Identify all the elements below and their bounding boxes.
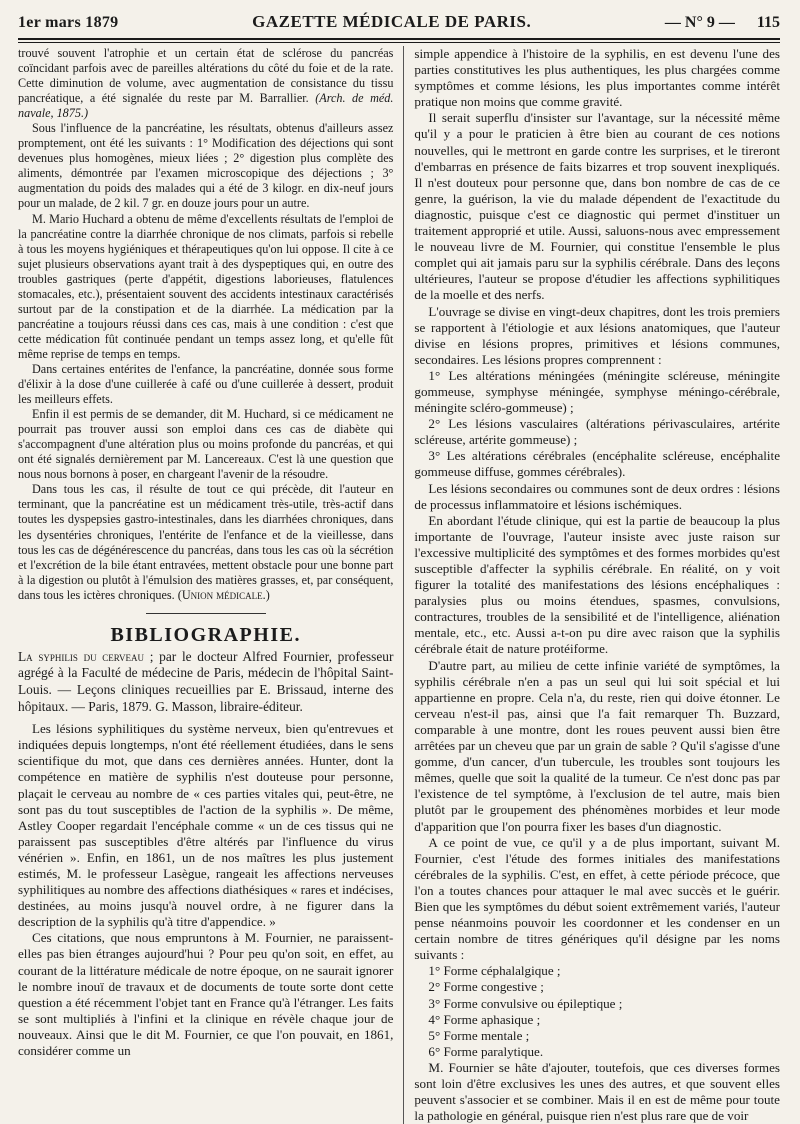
paragraph: A ce point de vue, ce qu'il y a de plus important, suivant M. Fournier, c'est l'étude des formes initiales des manifestations cérébrales de la syphilis. C'est, en effet, à cette période précoce, que l'on a toutes chances pour attaquer le mal avec succès et le guérir. Bien que les symptômes du début soient extrêmement variés, l'auteur pense néanmoins pouvoir les coordonner et les condenser en un certain nombre de titres génériques qu'il désigne par les noms suivants : [414, 834, 780, 963]
text-columns [18, 46, 780, 1124]
list-item: 3° Forme convulsive ou épileptique ; [428, 995, 623, 1011]
list-item: 4° Forme aphasique ; [428, 1011, 541, 1027]
left-column [18, 46, 404, 1124]
paragraph [18, 46, 393, 121]
source-citation: (Union médicale.) [177, 587, 270, 602]
paragraph: Dans certaines entérites de l'enfance, la pancréatine, donnée sous forme d'élixir à la dose d'une cuillerée à café ou d'une cuillerée à dessert, produit les meilleurs effets. [18, 361, 394, 407]
paragraph: M. Mario Huchard a obtenu de même d'excellents résultats de l'emploi de la pancréatine contre la diarrhée chronique de nos climats, parfois si rebelle à tous les moyens hygiéniques et thérapeutiques qu'on lui oppose. Il cite à ce sujet plusieurs observations ayant trait à des dyspeptiques qui, en outre des troubles gastriques (perte d'appétit, digestions laborieuses, flatulences stomacales, etc.), présentaient souvent des accidents intestinaux caractérisés surtout par de la constipation et de la diarrhée. La médication par la pancréatine a toujours réussi dans ces cas, mais à une condition : c'est que cette médication fût continuée pendant un temps assez long, et qu'elle fût même reprise de temps en temps. [18, 211, 394, 361]
list-item: 6° Forme paralytique. [428, 1043, 544, 1059]
paragraph-text: trouvé souvent l'atrophie et un certain état de sclérose du pancréas coïncidant parfois avec de pareilles altérations du côté du foie et de la rate. Cette diminution de volume, avec augmentation de consistance du tissu pancréatique, a été signalée du reste par M. Barrallier. [18, 46, 394, 106]
paragraph: Les lésions secondaires ou communes sont de deux ordres : lésions de processus inflammatoire et lésions ischémiques. [414, 480, 780, 512]
paragraph: M. Fournier se hâte d'ajouter, toutefois, que ces diverses formes sont loin d'être exclusives les unes des autres, et que souvent elles peuvent s'associer et se combiner. Mais il en est de même pour toute la pathologie en général, puisque rien n'est plus rare que de voir [414, 1059, 780, 1124]
paragraph: En abordant l'étude clinique, qui est la partie de beaucoup la plus importante de l'ouvrage, l'auteur insiste avec juste raison sur l'excessive multiplicité des symptômes et des formes morbides qu'est susceptible d'affecter la syphilis cérébrale. En réalité, on y voit figurer la totalité des manifestations des lésions encéphaliques : paralysies plus ou moins étendues, spasmes, convulsions, contractures, troubles de la sensibilité et de l'intelligence, aliénation mentale, etc., etc. Aussi a-t-on pu dire avec raison que la syphilis cérébrale était de nature protéiforme. [414, 512, 780, 657]
bibliography-entry [18, 649, 393, 715]
section-heading: BIBLIOGRAPHIE. [110, 623, 301, 646]
issue-date: 1er mars 1879 [18, 14, 119, 31]
list-item: 1° Forme céphalalgique ; [428, 963, 561, 979]
paragraph-text: Dans tous les cas, il résulte de tout ce qui précède, dit l'auteur en terminant, que la pancréatine est un médicament très-utile, très-actif dans toutes les dyspepsies gastro-intestinales, dans les diarrhées chroniques, dans les dysentéries chroniques, l'entérite de l'enfance et de la vieillesse, dans tous les cas de dégénérescence du pancréas, dans tous les cas où la sécrétion et l'excrétion de la bile étant entravées, mettent obstacle pour une bonne part à la digestion ou plutôt à l'émulsion des matières grasses, et, par conséquent, dans tous les ictères chroniques. [18, 482, 394, 602]
list-item: 2° Forme congestive ; [428, 979, 544, 995]
book-title: La syphilis du cerveau ; [18, 648, 154, 664]
page-number: 115 [756, 14, 780, 31]
paragraph: Ces citations, que nous empruntons à M. Fournier, ne paraissent-elles pas bien étranges aujourd'hui ? Pour peu qu'on soit, en effet, au courant de la littérature médicale de notre époque, on ne saurait ignorer le nombre inouï de travaux et de documents de toute sorte dont cette question a été récemment l'objet tant en France qu'à l'étranger. Les faits se sont multipliés à l'infini et la clinique en révèle chaque jour de nouveaux. Ainsi que le dit M. Fournier, ce que l'on pouvait, en 1861, considérer comme un [18, 930, 394, 1059]
citation: (Arch. de méd. navale, 1875.) [18, 91, 394, 121]
list-item: 1° Les altérations méningées (méningite scléreuse, méningite gommeuse, symphyse méningée, symphyse méningo-cérébrale, méningite scléro-gommeuse) ; [414, 367, 780, 416]
section-divider [146, 613, 266, 614]
paragraph: Les lésions syphilitiques du système nerveux, bien qu'entrevues et indiquées depuis longtemps, n'ont été réellement étudiées, dans le sens scientifique du mot, que dans ces dernières années. Hunter, dont la compétence en matière de syphilis n'est douteuse pour personne, plaçait le cerveau au nombre de « ces parties vitales qui, peut-être, ne sont pas du tout susceptibles de l'action de la syphilis ». De même, Astley Cooper regardait l'encéphale comme « un de ces tissus qui ne paraissent pas susceptibles d'être altérés par l'influence du virus vénérien ». Enfin, en 1861, un de nos maîtres les plus justement estimés, M. le professeur Lasègue, rangeait les affections nerveuses syphilitiques au nombre des affections diathésiques « rares et indécises, destinées, au moins jusqu'à nouvel ordre, à ne figurer dans la description de la syphilis qu'à titre d'appendice. » [18, 721, 394, 930]
issue-number: — N° 9 — [664, 14, 735, 31]
right-column [404, 46, 780, 1124]
paragraph: Sous l'influence de la pancréatine, les résultats, obtenus d'ailleurs assez promptement, ont été les suivants : 1° Modification des déjections qui sont devenues plus homogènes, mieux liées ; 2° digestion plus complète des aliments, démontrée par l'examen microscopique des déjections ; 3° augmentation du poids des malades qui a été de 3 kilogr. en dix-neuf jours pour un malade, de 2 kil. 7 gr. en douze jours pour un autre. [18, 121, 394, 211]
journal-title: GAZETTE MÉDICALE DE PARIS. [252, 12, 532, 31]
paragraph: Enfin il est permis de se demander, dit M. Huchard, si ce médicament ne pourrait pas trouver aussi son emploi dans ces cas de diabète qui s'accompagnent d'une altération plus ou moins profonde du pancréas, et qui ont été signalés dernièrement par M. Lancereaux. C'est là une question que nous nous bornons à poser, en chargeant l'avenir de la résoudre. [18, 407, 394, 482]
book-details: par le docteur Alfred Fournier, professeur agrégé à la Faculté de médecine de Paris, médecin de l'hôpital Saint-Louis. — Leçons cliniques recueillies par E. Brissaud, interne des hôpitaux. — Paris, 1879. G. Masson, libraire-éditeur. [18, 648, 394, 714]
paragraph [18, 482, 393, 602]
running-head [18, 12, 780, 36]
paragraph: L'ouvrage se divise en vingt-deux chapitres, dont les trois premiers se rapportent à l'étiologie et aux lésions anatomiques, que l'auteur divise en lésions propres, primitives et lésions communes, secondaires. Les lésions propres comprennent : [414, 303, 780, 367]
list-item: 3° Les altérations cérébrales (encéphalite scléreuse, encéphalite gommeuse diffuse, gommes cérébrales). [414, 448, 780, 480]
paragraph: D'autre part, au milieu de cette infinie variété de symptômes, la syphilis cérébrale n'en a pas un seul qui lui soit spécial et lui appartienne en propre. Cela n'a, du reste, rien qui doive étonner. Le cerveau n'est-il pas, ainsi que l'a fait remarquer Th. Buzzard, comparable à une montre, dont les roues peuvent aussi bien être arrêtées par un cheveu que par un grain de sable ? Qu'il s'agisse d'une gomme, d'un cancer, d'un tubercule, les troubles sont toujours les mêmes, quelle que soit la qualité de la tumeur. Ce n'est donc pas par l'existence de tel symptôme, à l'exclusion de tel autre, mais bien plutôt par le groupement des phénomènes morbides et leur mode d'apparition que l'on pourra fixer les bases d'un diagnostic. [414, 657, 780, 834]
header-rule [18, 38, 780, 43]
list-item: 5° Forme mentale ; [428, 1027, 530, 1043]
paragraph: Il serait superflu d'insister sur l'avantage, sur la nécessité même qu'il y a pour le praticien à être bien au courant de ces notions nouvelles, qui le mettront en garde contre les surprises, et le tireront d'embarras en présence de faits bizarres et trop souvent inexpliqués. Il n'est douteux pour personne que, dans bon nombre de cas de ce genre, la guérison, la vie du malade dépendent de l'exactitude du diagnostic, puisque c'est ce diagnostic qui permet d'instituer un traitement approprié et utile. Aussi, saluons-nous avec empressement le nouveau livre de M. Fournier, qui constitue l'ensemble le plus complet qui ait jamais paru sur la syphilis cérébrale. Dans des leçons ultérieures, l'auteur se propose d'étudier les affections syphilitiques de la moelle et des nerfs. [414, 110, 780, 303]
paragraph: simple appendice à l'histoire de la syphilis, en est devenu l'une des parties constitutives les plus authentiques, les plus chargées comme symptômes et comme lésions, les plus importantes comme intérêt pratique non moins que comme gravité. [414, 46, 780, 110]
issue-and-page [665, 14, 780, 32]
list-item: 2° Les lésions vasculaires (altérations périvasculaires, artérite scléreuse, artérite gommeuse) ; [414, 416, 780, 448]
